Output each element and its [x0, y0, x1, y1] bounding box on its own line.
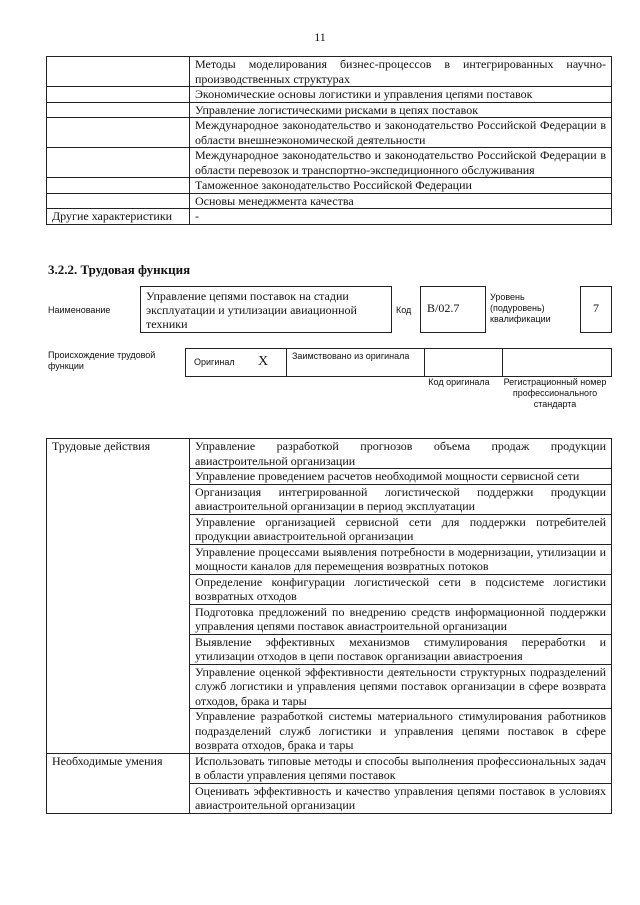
skill-row: Оценивать эффективность и качество управления цепями поставок в условиях авиастроительной организации	[190, 783, 612, 813]
origin-box	[185, 348, 612, 377]
action-row: Управление процессами выявления потребности в модернизации, утилизации и мощности каналов для перемещения возвратных потоков	[190, 544, 612, 574]
skill-row: Использовать типовые методы и способы выполнения профессиональных задач в области управления цепями поставок	[190, 753, 612, 783]
name-label: Наименование	[48, 305, 111, 315]
original-mark: X	[258, 354, 269, 369]
level-box	[580, 286, 612, 333]
knowledge-row: Управление логистическими рисками в цепях поставок	[190, 102, 612, 118]
action-row: Управление разработкой системы материального стимулирования работников подразделений служб логистики и управления цепями поставок в сфере возврата отходов, брака и тары	[190, 709, 612, 754]
action-row: Управление разработкой прогнозов объема продаж продукции авиастроительной организации	[190, 439, 612, 469]
knowledge-row: Международное законодательство и законодательство Российской Федерации в области внешнеэкономической деятельности	[190, 118, 612, 148]
section-title: 3.2.2. Трудовая функция	[48, 262, 191, 277]
knowledge-table	[46, 56, 612, 225]
other-characteristics-label: Другие характеристики	[47, 209, 190, 225]
function-name: Управление цепями поставок на стадии эксплуатации и утилизации авиационной техники	[146, 289, 357, 331]
page-number: 11	[314, 30, 326, 44]
reg-number-caption: Регистрационный номер профессионального стандарта	[503, 377, 607, 409]
code-original-caption: Код оригинала	[428, 377, 490, 387]
knowledge-row: Таможенное законодательство Российской Федерации	[190, 178, 612, 194]
knowledge-row: Экономические основы логистики и управления цепями поставок	[190, 87, 612, 103]
action-row: Управление оценкой эффективности деятельности структурных подразделений служб логистики и управления цепями поставок организации в сфере возврата отходов, брака и тары	[190, 664, 612, 709]
level-label: Уровень (подуровень) квалификации	[490, 292, 551, 324]
original-label: Оригинал	[194, 357, 235, 367]
action-row: Управление проведением расчетов необходимой мощности сервисной сети	[190, 469, 612, 485]
action-row: Определение конфигурации логистической сети в подсистеме логистики возвратных отходов	[190, 574, 612, 604]
origin-label: Происхождение трудовой функции	[48, 350, 156, 371]
borrowed-label: Заимствовано из оригинала	[292, 351, 410, 361]
actions-label: Трудовые действия	[47, 439, 190, 754]
knowledge-row: Методы моделирования бизнес-процессов в интегрированных научно-производственных структурах	[190, 57, 612, 87]
function-name-box	[140, 286, 392, 333]
action-row: Управление организацией сервисной сети для поддержки потребителей продукции авиастроительной организации	[190, 514, 612, 544]
skills-label: Необходимые умения	[47, 753, 190, 813]
level-value: 7	[593, 301, 599, 315]
action-row: Выявление эффективных механизмов стимулирования переработки и утилизации отходов в цепи поставок организации авиастроения	[190, 634, 612, 664]
labor-function-table	[46, 438, 612, 814]
code-box	[420, 286, 486, 333]
knowledge-row: Основы менеджмента качества	[190, 193, 612, 209]
code-label: Код	[396, 305, 412, 315]
knowledge-row: Международное законодательство и законодательство Российской Федерации в области перевозок и транспортно-экспедиционного обслуживания	[190, 148, 612, 178]
code-value: B/02.7	[427, 301, 460, 315]
action-row: Подготовка предложений по внедрению средств информационной поддержки управления цепями поставок авиастроительной организации	[190, 604, 612, 634]
action-row: Организация интегрированной логистической поддержки продукции авиастроительной организации в период эксплуатации	[190, 484, 612, 514]
other-characteristics-value: -	[190, 209, 612, 225]
